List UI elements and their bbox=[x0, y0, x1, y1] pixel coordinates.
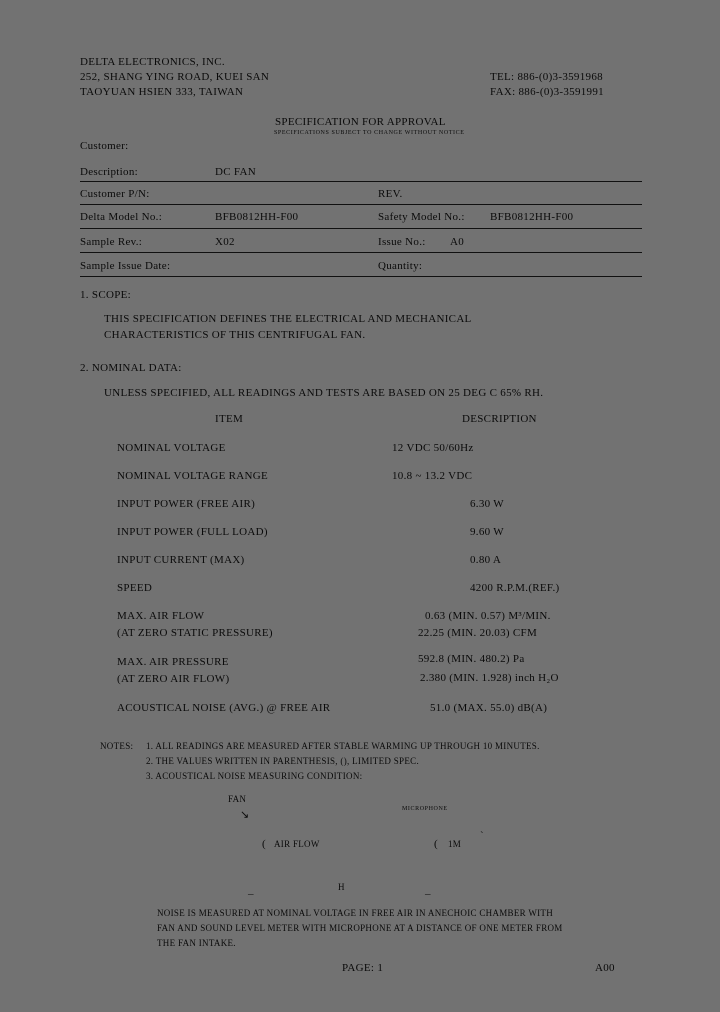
scope-line-2: CHARACTERISTICS OF THIS CENTRIFUGAL FAN. bbox=[104, 329, 366, 341]
diagram-microphone-label: MICROPHONE bbox=[402, 806, 448, 812]
noise-text-line-3: THE FAN INTAKE. bbox=[157, 938, 236, 948]
issue-no-value: A0 bbox=[450, 236, 465, 248]
note-3: 3. ACOUSTICAL NOISE MEASURING CONDITION: bbox=[146, 771, 363, 781]
company-name: DELTA ELECTRONICS, INC. bbox=[80, 56, 225, 68]
scope-heading: 1. SCOPE: bbox=[80, 289, 131, 301]
row-item: ACOUSTICAL NOISE (AVG.) @ FREE AIR bbox=[117, 702, 331, 714]
floor-mark-icon: _ bbox=[248, 884, 254, 896]
diagram-distance-label: 1M bbox=[448, 839, 462, 849]
rev-label: REV. bbox=[378, 188, 403, 200]
column-header-item: ITEM bbox=[215, 413, 244, 425]
fax-number: FAX: 886-(0)3-3591991 bbox=[490, 86, 604, 98]
divider bbox=[80, 204, 642, 205]
row-item: MAX. AIR PRESSURE bbox=[117, 656, 229, 668]
row-item: NOMINAL VOLTAGE bbox=[117, 442, 226, 454]
airflow-bracket-icon: ( bbox=[262, 838, 266, 850]
microphone-tick-icon: ˋ bbox=[480, 830, 484, 842]
row-item: SPEED bbox=[117, 582, 153, 594]
note-1: 1. ALL READINGS ARE MEASURED AFTER STABLE WARMING UP THROUGH 10 MINUTES. bbox=[146, 741, 540, 751]
scope-line-1: THIS SPECIFICATION DEFINES THE ELECTRICAL AND MECHANICAL bbox=[104, 313, 472, 325]
sample-rev-value: X02 bbox=[215, 236, 235, 248]
row-item: INPUT POWER (FULL LOAD) bbox=[117, 526, 268, 538]
quantity-label: Quantity: bbox=[378, 260, 423, 272]
sample-rev-label: Sample Rev.: bbox=[80, 236, 143, 248]
row-item: NOMINAL VOLTAGE RANGE bbox=[117, 470, 269, 482]
tel-number: TEL: 886-(0)3-3591968 bbox=[490, 71, 603, 83]
row-desc: 4200 R.P.M.(REF.) bbox=[470, 582, 560, 594]
safety-model-value: BFB0812HH-F00 bbox=[490, 211, 574, 223]
issue-no-label: Issue No.: bbox=[378, 236, 426, 248]
row-item: INPUT POWER (FREE AIR) bbox=[117, 498, 256, 510]
nominal-heading: 2. NOMINAL DATA: bbox=[80, 362, 182, 374]
delta-model-label: Delta Model No.: bbox=[80, 211, 163, 223]
row-desc: 2.380 (MIN. 1.928) inch H₂O bbox=[420, 672, 559, 684]
description-label: Description: bbox=[80, 166, 138, 178]
fan-arrow-icon: ↘ bbox=[240, 809, 250, 821]
row-item: INPUT CURRENT (MAX) bbox=[117, 554, 245, 566]
safety-model-label: Safety Model No.: bbox=[378, 211, 465, 223]
diagram-fan-label: FAN bbox=[228, 794, 247, 804]
microphone-bracket-icon: ( bbox=[434, 838, 438, 850]
row-item: (AT ZERO AIR FLOW) bbox=[117, 673, 230, 685]
note-2: 2. THE VALUES WRITTEN IN PARENTHESIS, (), LIMITED SPEC. bbox=[146, 756, 420, 766]
row-item: MAX. AIR FLOW bbox=[117, 610, 205, 622]
row-desc: 12 VDC 50/60Hz bbox=[392, 442, 474, 454]
row-desc: 0.63 (MIN. 0.57) M³/MIN. bbox=[425, 610, 551, 622]
noise-text-line-2: FAN AND SOUND LEVEL METER WITH MICROPHONE AT A DISTANCE OF ONE METER FROM bbox=[157, 923, 563, 933]
sample-date-label: Sample Issue Date: bbox=[80, 260, 171, 272]
row-desc: 10.8 ~ 13.2 VDC bbox=[392, 470, 473, 482]
row-desc: 0.80 A bbox=[470, 554, 502, 566]
noise-text-line-1: NOISE IS MEASURED AT NOMINAL VOLTAGE IN FREE AIR IN ANECHOIC CHAMBER WITH bbox=[157, 908, 554, 918]
column-header-description: DESCRIPTION bbox=[462, 413, 537, 425]
page-number: PAGE: 1 bbox=[342, 962, 384, 974]
divider bbox=[80, 252, 642, 253]
divider bbox=[80, 181, 642, 182]
divider bbox=[80, 228, 642, 229]
row-desc: 51.0 (MAX. 55.0) dB(A) bbox=[430, 702, 548, 714]
nominal-intro: UNLESS SPECIFIED, ALL READINGS AND TESTS ARE BASED ON 25 DEG C 65% RH. bbox=[104, 387, 544, 399]
customer-pn-label: Customer P/N: bbox=[80, 188, 150, 200]
floor-mark-icon: _ bbox=[425, 884, 431, 896]
address-line-1: 252, SHANG YING ROAD, KUEI SAN bbox=[80, 71, 270, 83]
description-value: DC FAN bbox=[215, 166, 257, 178]
row-desc: 22.25 (MIN. 20.03) CFM bbox=[418, 627, 538, 639]
diagram-airflow-label: AIR FLOW bbox=[274, 839, 320, 849]
row-desc: 6.30 W bbox=[470, 498, 504, 510]
row-desc: 9.60 W bbox=[470, 526, 504, 538]
document-title: SPECIFICATION FOR APPROVAL bbox=[275, 116, 446, 128]
diagram-height-label: H bbox=[338, 882, 345, 892]
row-item: (AT ZERO STATIC PRESSURE) bbox=[117, 627, 273, 639]
notes-label: NOTES: bbox=[100, 741, 134, 751]
customer-label: Customer: bbox=[80, 140, 129, 152]
address-line-2: TAOYUAN HSIEN 333, TAIWAN bbox=[80, 86, 244, 98]
divider bbox=[80, 276, 642, 277]
delta-model-value: BFB0812HH-F00 bbox=[215, 211, 299, 223]
row-desc: 592.8 (MIN. 480.2) Pa bbox=[418, 653, 525, 665]
revision-code: A00 bbox=[595, 962, 615, 974]
document-subtitle: SPECIFICATIONS SUBJECT TO CHANGE WITHOUT NOTICE bbox=[274, 130, 465, 136]
